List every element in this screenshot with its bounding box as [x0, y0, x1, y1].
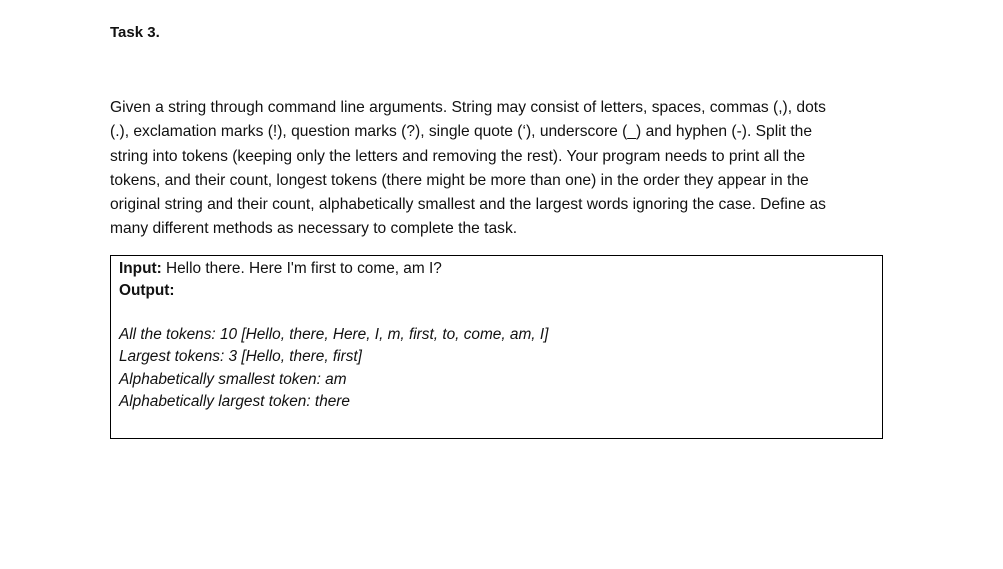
task-title: Task 3. — [110, 24, 160, 41]
description-line: tokens, and their count, longest tokens (there might be more than one) in the order they appear in the — [110, 171, 809, 189]
input-value: Hello there. Here I'm first to come, am I? — [161, 260, 442, 277]
description-line: many different methods as necessary to complete the task. — [110, 220, 518, 238]
output-line: Alphabetically smallest token: am — [119, 370, 347, 388]
input-label: Input: — [119, 260, 162, 277]
description-line: Given a string through command line arguments. String may consist of letters, spaces, commas (,), dots — [110, 99, 826, 116]
description-line: (.), exclamation marks (!), question marks (?), single quote (‘), underscore (_) and hyphen (-). Split the — [110, 123, 812, 141]
task-description — [110, 96, 900, 242]
description-line: original string and their count, alphabetically smallest and the largest words ignoring the case. Define as — [110, 196, 826, 214]
input-line — [119, 258, 876, 280]
output-line: Alphabetically largest token: there — [119, 393, 350, 411]
output-line: All the tokens: 10 [Hello, there, Here, I, m, first, to, come, am, I] — [119, 326, 549, 343]
output-label: Output: — [119, 282, 175, 299]
description-line: string into tokens (keeping only the letters and removing the rest). Your program needs to print all the — [110, 147, 806, 165]
output-line: Largest tokens: 3 [Hello, there, first] — [119, 348, 362, 366]
blank-line — [119, 302, 876, 324]
example-box — [110, 255, 883, 439]
example-content — [119, 258, 876, 414]
